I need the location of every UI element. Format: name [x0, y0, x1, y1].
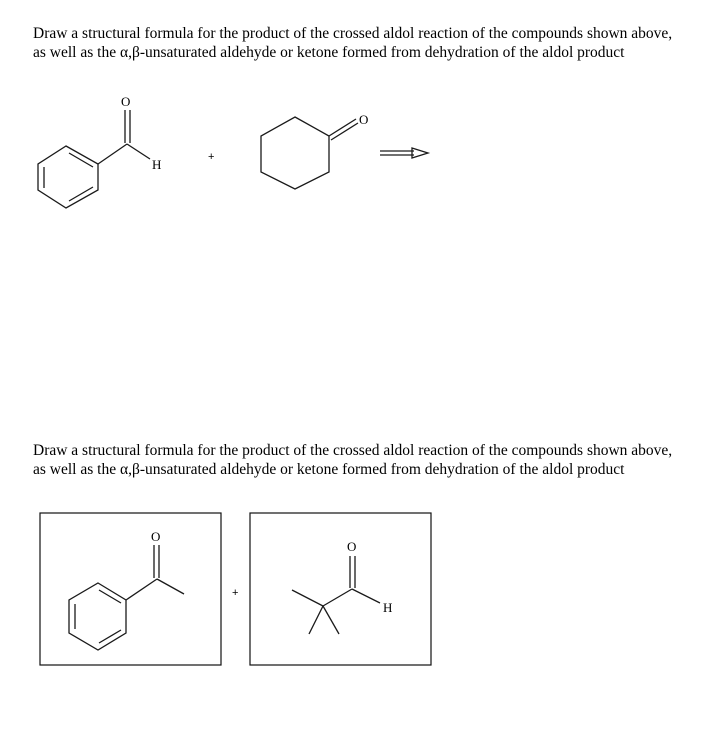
oxygen-label: O — [347, 539, 357, 554]
hydrogen-label: H — [152, 157, 162, 172]
question-2-prompt: Draw a structural formula for the product of the crossed aldol reaction of the compounds shown above, as well as the α,β-unsaturated aldehyde or ketone formed from dehydration of the aldol product — [33, 442, 673, 478]
oxygen-label: O — [121, 94, 131, 109]
question-2-reactant-1-phenylacetone — [69, 529, 184, 650]
question-2-reactant-2-frame — [250, 513, 431, 665]
hydrogen-label: H — [383, 600, 393, 615]
question-2-plus-sign: + — [232, 587, 239, 599]
question-2-reactant-2-pivaldehyde — [292, 539, 392, 634]
question-2-reactant-1-frame — [40, 513, 221, 665]
oxygen-label: O — [151, 529, 161, 544]
question-1-prompt: Draw a structural formula for the product of the crossed aldol reaction of the compounds shown above, as well as the α,β-unsaturated aldehyde or ketone formed from dehydration of the aldol product — [33, 25, 673, 61]
oxygen-label: O — [359, 112, 369, 127]
question-1-plus-sign: + — [208, 151, 215, 163]
